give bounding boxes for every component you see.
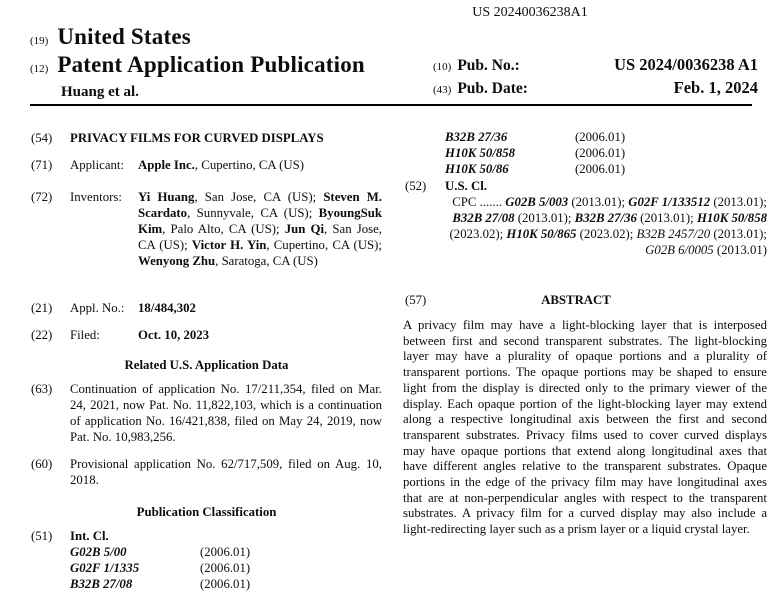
publication-classification-heading: Publication Classification: [136, 505, 277, 519]
provisional-text: Provisional application No. 62/717,509, filed on Aug. 10, 2018.: [70, 457, 382, 487]
country-name: United States: [57, 24, 191, 49]
filed-value: Oct. 10, 2023: [138, 328, 210, 342]
inid-code-12: (12): [30, 63, 49, 75]
inid-code-57: (57): [405, 293, 427, 307]
class-code: B32B 27/08: [70, 577, 133, 591]
class-code: H10K 50/86: [445, 162, 509, 176]
invention-title: PRIVACY FILMS FOR CURVED DISPLAYS: [70, 131, 324, 145]
publication-type: Patent Application Publication: [57, 52, 365, 77]
inid-code-22: (22): [31, 328, 53, 342]
pub-no-row: [433, 55, 758, 78]
abstract-heading-row: [405, 292, 767, 308]
abstract-heading: ABSTRACT: [541, 293, 611, 307]
publication-number-top: US 20240036238A1: [472, 5, 588, 20]
inid-code-43: (43): [433, 84, 452, 96]
header-country-row: [30, 24, 191, 50]
inid-code-52: (52): [405, 179, 427, 193]
class-code: H10K 50/858: [445, 146, 516, 160]
class-code: G02F 1/1335: [70, 561, 140, 575]
appl-no-label: Appl. No.:: [70, 301, 125, 315]
inid-code-10: (10): [433, 61, 452, 73]
applicant-value: Apple Inc., Cupertino, CA (US): [138, 158, 305, 172]
inid-code-60: (60): [31, 457, 53, 471]
int-cl-continued: [405, 129, 767, 177]
class-version: (2006.01): [200, 561, 251, 575]
class-version: (2006.01): [575, 162, 626, 176]
header-doctype-row: [30, 52, 365, 78]
inid-code-21: (21): [31, 301, 53, 315]
filed-label: Filed:: [70, 328, 100, 342]
inventors-list: Yi Huang, San Jose, CA (US); Steven M. Scardato, Sunnyvale, CA (US); ByoungSuk Kim, Palo Alto, CA (US); Jun Qi, San Jose, CA (US); Victor H. Yin, Cupertino, CA (US); Wenyong Zhu, Saratoga, CA (US): [138, 190, 382, 268]
filed-field: [31, 327, 382, 343]
class-version: (2006.01): [575, 146, 626, 160]
class-code: B32B 27/36: [445, 130, 508, 144]
inid-code-63: (63): [31, 382, 53, 396]
us-cl-label: U.S. Cl.: [445, 179, 487, 193]
int-cl-entry: [70, 576, 382, 592]
header-publication-info: [433, 55, 758, 101]
appl-no-value: 18/484,302: [138, 301, 196, 315]
class-code: G02B 5/00: [70, 545, 127, 559]
pub-date-value: Feb. 1, 2024: [673, 78, 758, 97]
cpc-classification-list: CPC ....... G02B 5/003 (2013.01); G02F 1/133512 (2013.01); B32B 27/08 (2013.01); B32B 27/36 (2013.01); H10K 50/858 (2023.02); H10K 50/865 (2023.02); B32B 2457/20 (2013.01); G02B 6/0005 (2013.01): [449, 195, 767, 257]
inid-code-72: (72): [31, 190, 53, 204]
inid-code-19: (19): [30, 35, 49, 47]
appl-no-field: [31, 300, 382, 316]
int-cl-entry: [70, 544, 382, 560]
int-cl-entry: [445, 145, 767, 161]
continuation-field: [31, 381, 382, 445]
pub-date-row: [433, 78, 758, 101]
class-version: (2006.01): [200, 545, 251, 559]
class-version: (2006.01): [575, 130, 626, 144]
class-version: (2006.01): [200, 577, 251, 591]
gutter-spacer: [405, 129, 445, 177]
pub-date-label: Pub. Date:: [457, 80, 528, 97]
int-cl-entry: [445, 161, 767, 177]
continuation-text: Continuation of application No. 17/211,354, filed on Mar. 24, 2021, now Pat. No. 11,822,103, which is a continuation of application No. 16/421,838, filed on May 24, 2019, now Pat. No. 10,983,256.: [70, 382, 382, 444]
provisional-field: [31, 456, 382, 488]
abstract-text: A privacy film may have a light-blocking layer that is interposed between first and second transparent substrates. The light-blocking layer may have a plurality of opaque portions and a plurality of transparent portions. The opaque portions may be shaped to ensure light from the display is directed only to the primary viewer of the display. Each opaque portion of the light-blocking layer may extend along a respective longitudinal axis between the first and second transparent substrates. Privacy films used to cover curved displays may have opaque portions that extend along longitudinal axes that have different angles relative to the transparent substrates. Opaque portions in the edge of the privacy film may have longitudinal axes that are at non-perpendicular angles with respect to the transparent substrates. A privacy film for a curved display may also include a light-redirecting layer such as a prism layer or a liquid crystal layer.: [403, 318, 767, 537]
author-line: Huang et al.: [61, 84, 139, 100]
pub-no-label: Pub. No.:: [457, 57, 520, 74]
inventors-field: [31, 189, 382, 269]
int-cl-entry: [445, 129, 767, 145]
inid-code-54: (54): [31, 131, 53, 145]
int-cl-label: Int. Cl.: [70, 529, 109, 543]
applicant-field: [31, 157, 382, 173]
related-data-heading: Related U.S. Application Data: [124, 358, 289, 372]
applicant-label: Applicant:: [70, 158, 125, 172]
us-cl-field: [405, 178, 767, 194]
pub-no-value: US 2024/0036238 A1: [614, 55, 758, 74]
int-cl-entry: [70, 560, 382, 576]
int-cl-field: [31, 528, 382, 592]
header-divider: [30, 104, 752, 106]
inventors-label: Inventors:: [70, 190, 122, 204]
inid-code-71: (71): [31, 158, 53, 172]
title-field: [31, 130, 382, 146]
inid-code-51: (51): [31, 529, 53, 543]
